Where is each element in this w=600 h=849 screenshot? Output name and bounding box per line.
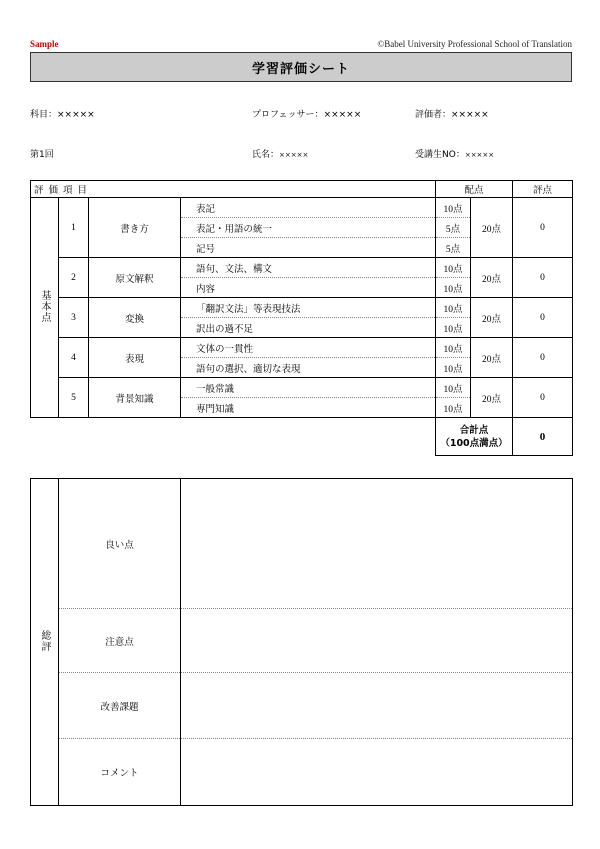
title-bar [30,52,572,82]
evaluation-row [31,298,573,318]
total-note: （100点満点） [440,437,508,449]
total-label-cell [436,418,513,456]
group-number: 5 [59,378,89,418]
student-name-label: 氏名： [252,150,280,160]
evaluation-table [30,180,573,456]
student-name-field [252,150,308,161]
item-name: 「翻訳文法」等表現技法 [181,298,436,318]
item-points: 10点 [436,338,471,358]
group-score: 0 [513,378,573,418]
group-number: 1 [59,198,89,258]
item-name: 一般常識 [181,378,436,398]
evaluator-value: ××××× [451,110,489,120]
header-score: 評点 [513,181,573,198]
session-label: 第1回 [30,150,54,160]
review-content [181,673,573,739]
evaluation-row [31,378,573,398]
review-row [31,739,573,806]
item-points: 5点 [436,238,471,258]
item-name: 文体の一貫性 [181,338,436,358]
review-content [181,609,573,673]
group-category: 背景知識 [89,378,181,418]
group-score: 0 [513,258,573,298]
review-content [181,479,573,609]
group-number: 2 [59,258,89,298]
item-name: 表記・用語の統一 [181,218,436,238]
item-points: 10点 [436,378,471,398]
overall-review-label: 総評 [39,629,50,652]
review-label: 注意点 [59,609,181,673]
overall-review-cell [31,479,59,806]
evaluation-header-row [31,181,573,198]
item-name: 内容 [181,278,436,298]
evaluator-label: 評価者： [415,110,452,120]
student-name-value: ××××× [279,151,309,159]
item-points: 10点 [436,258,471,278]
group-points: 20点 [471,198,513,258]
group-points: 20点 [471,338,513,378]
item-points: 5点 [436,218,471,238]
item-points: 10点 [436,358,471,378]
review-content [181,739,573,806]
total-score: 0 [513,418,573,456]
group-score: 0 [513,198,573,258]
item-name: 記号 [181,238,436,258]
item-points: 10点 [436,278,471,298]
group-score: 0 [513,338,573,378]
page-title: 学習評価シート [251,61,350,77]
group-points: 20点 [471,378,513,418]
group-points: 20点 [471,258,513,298]
group-number: 4 [59,338,89,378]
review-label: コメント [59,739,181,806]
evaluation-row [31,338,573,358]
evaluator-field [415,110,489,121]
review-label: 良い点 [59,479,181,609]
basic-points-cell [31,198,59,418]
group-number: 3 [59,298,89,338]
overall-review-table [30,478,573,806]
professor-label: プロフェッサー： [252,110,324,120]
item-name: 表記 [181,198,436,218]
student-no-field [415,150,494,161]
item-name: 語句の選択、適切な表現 [181,358,436,378]
group-category: 表現 [89,338,181,378]
review-row [31,479,573,609]
group-category: 変換 [89,298,181,338]
group-points: 20点 [471,298,513,338]
copyright-text: ©Babel University Professional School of Translation [377,39,572,49]
total-label: 合計点 [459,424,489,436]
review-row [31,609,573,673]
basic-points-label: 基本点 [39,289,50,323]
item-name: 語句、文法、構文 [181,258,436,278]
student-no-value: ××××× [464,151,495,159]
review-row [31,673,573,739]
item-points: 10点 [436,318,471,338]
total-row [31,418,573,456]
sample-label: Sample [30,39,59,49]
professor-field [252,110,361,121]
subject-value: ××××× [57,110,95,120]
item-points: 10点 [436,298,471,318]
subject-label: 科目： [30,110,58,120]
total-spacer [31,418,436,456]
evaluation-row [31,198,573,218]
student-no-label: 受講生NO： [415,150,465,160]
group-category: 原文解釈 [89,258,181,298]
evaluation-row [31,258,573,278]
session-field [30,150,54,161]
item-points: 10点 [436,198,471,218]
group-category: 書き方 [89,198,181,258]
item-name: 専門知識 [181,398,436,418]
header-points: 配点 [436,181,513,198]
review-label: 改善課題 [59,673,181,739]
group-score: 0 [513,298,573,338]
professor-value: ××××× [323,110,362,120]
item-name: 訳出の過不足 [181,318,436,338]
item-points: 10点 [436,398,471,418]
subject-field [30,110,95,121]
header-evaluation-items: 評 価 項 目 [31,181,436,198]
